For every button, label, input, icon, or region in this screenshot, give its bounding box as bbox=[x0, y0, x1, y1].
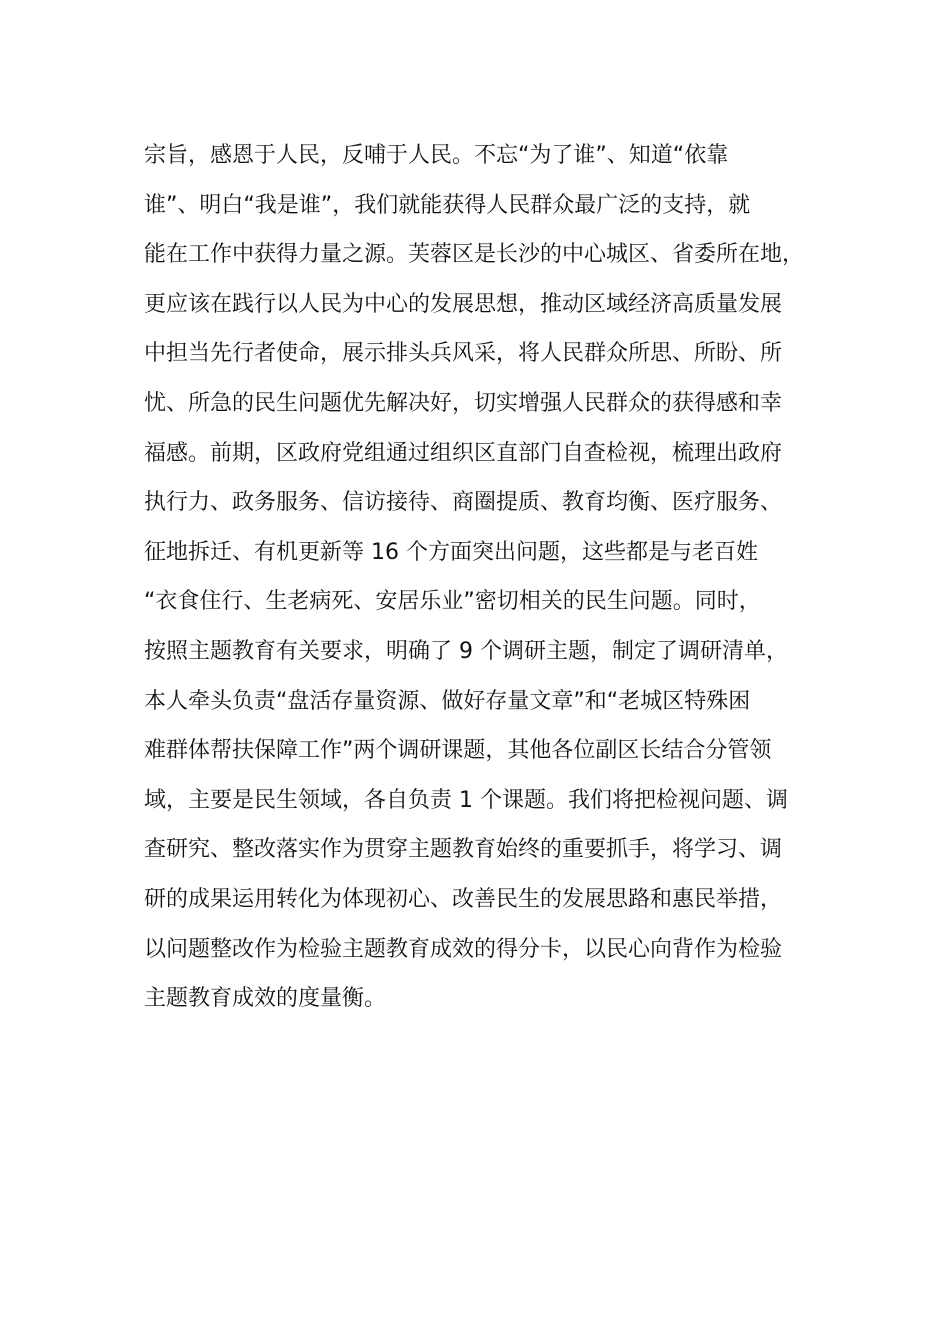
paragraph-line-18: 主题教育成效的度量衡。 bbox=[144, 986, 387, 1012]
paragraph-line-3: 能在工作中获得力量之源。芙蓉区是长沙的中心城区、省委所在地， bbox=[144, 242, 805, 268]
paragraph-line-5: 中担当先行者使命，展示排头兵风采，将人民群众所思、所盼、所 bbox=[144, 341, 783, 367]
paragraph-line-8: 执行力、政务服务、信访接待、商圈提质、教育均衡、医疗服务、 bbox=[144, 490, 783, 516]
paragraph-line-4: 更应该在践行以人民为中心的发展思想，推动区域经济高质量发展 bbox=[144, 291, 783, 317]
paragraph-line-2: 谁”、明白“我是谁”，我们就能获得人民群众最广泛的支持，就 bbox=[144, 192, 751, 218]
paragraph-line-17: 以问题整改作为检验主题教育成效的得分卡，以民心向背作为检验 bbox=[144, 936, 783, 962]
paragraph-line-16: 研的成果运用转化为体现初心、改善民生的发展思路和惠民举措， bbox=[144, 886, 783, 912]
paragraph-line-14: 域，主要是民生领域，各自负责 1 个课题。我们将把检视问题、调 bbox=[144, 787, 788, 813]
paragraph-line-13: 难群体帮扶保障工作”两个调研课题，其他各位副区长结合分管领 bbox=[144, 738, 772, 764]
paragraph-line-15: 查研究、整改落实作为贯穿主题教育始终的重要抓手，将学习、调 bbox=[144, 837, 783, 863]
paragraph-line-12: 本人牵头负责“盘活存量资源、做好存量文章”和“老城区特殊困 bbox=[144, 688, 751, 714]
paragraph bbox=[144, 131, 814, 1024]
paragraph-line-11: 按照主题教育有关要求，明确了 9 个调研主题，制定了调研清单， bbox=[144, 638, 788, 664]
paragraph-line-7: 福感。前期，区政府党组通过组织区直部门自查检视，梳理出政府 bbox=[144, 440, 783, 466]
paragraph-line-9: 征地拆迁、有机更新等 16 个方面突出问题，这些都是与老百姓 bbox=[144, 539, 758, 565]
paragraph-line-6: 忧、所急的民生问题优先解决好，切实增强人民群众的获得感和幸 bbox=[144, 390, 783, 416]
paragraph-line-10: “衣食住行、生老病死、安居乐业”密切相关的民生问题。同时， bbox=[144, 589, 761, 615]
paragraph-line-1: 宗旨，感恩于人民，反哺于人民。不忘“为了谁”、知道“依靠 bbox=[144, 143, 729, 168]
